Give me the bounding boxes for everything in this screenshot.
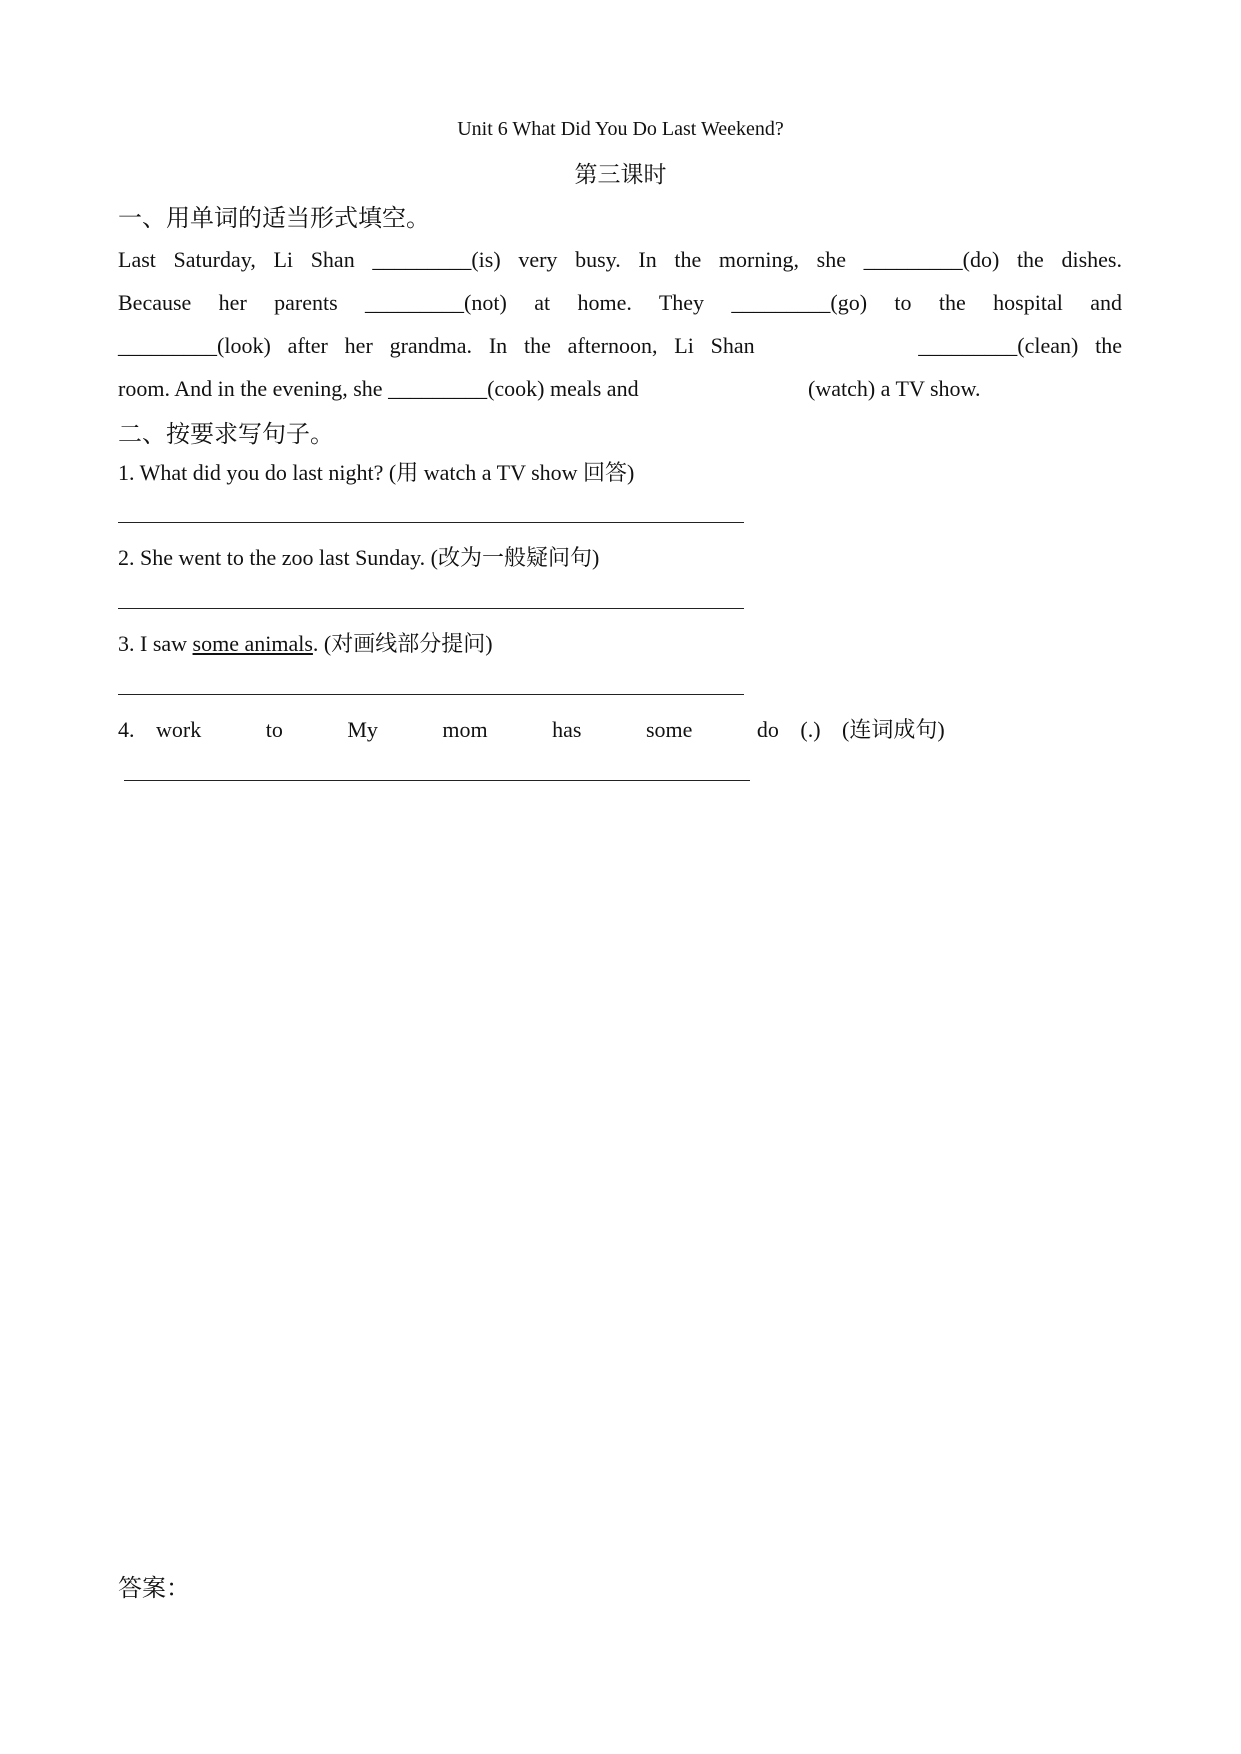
question-4	[118, 716, 945, 745]
question-4-close: )	[937, 717, 945, 742]
question-3	[118, 630, 493, 659]
question-2	[118, 544, 599, 573]
question-4-text: 4. work to My mom has some do (.) (	[118, 717, 850, 742]
fill-blank-line-1: Last Saturday, Li Shan _________(is) very busy. In the morning, she _________(do) the dishes.	[118, 247, 1122, 272]
question-1-instruction-b: 回答	[583, 461, 628, 486]
answer-line-1[interactable]	[118, 522, 744, 523]
question-3-instruction: 对画线部分提问	[331, 632, 486, 657]
fill-blank-line-3	[118, 332, 1122, 360]
fill-blank-line-3-right: _________(clean) the	[918, 333, 1123, 358]
question-3-close: )	[485, 631, 493, 656]
answer-line-4[interactable]	[124, 780, 750, 781]
question-3-underlined-phrase: some animals	[192, 631, 313, 656]
question-2-text: 2. She went to the zoo last Sunday. (	[118, 545, 438, 570]
question-4-instruction: 连词成句	[849, 718, 938, 743]
answer-label: 答案：	[118, 1574, 190, 1602]
section-2-heading: 二、按要求写句子。	[118, 420, 334, 448]
question-1-close: )	[627, 460, 635, 485]
question-1-phrase: watch a TV show	[418, 460, 584, 485]
question-3-text: 3. I saw	[118, 631, 193, 656]
fill-blank-line-3-left: _________(look) after her grandma. In the afternoon, Li Shan	[118, 333, 755, 358]
question-2-instruction: 改为一般疑问句	[437, 546, 592, 571]
question-2-close: )	[591, 545, 600, 570]
lesson-subtitle: 第三课时	[574, 162, 667, 188]
question-1-instruction-a: 用	[396, 461, 419, 486]
fill-blank-line-4-left: room. And in the evening, she _________(cook) meals and	[118, 376, 639, 401]
answer-line-2[interactable]	[118, 608, 744, 609]
question-1	[118, 459, 634, 488]
question-3-post: . (	[312, 631, 332, 656]
question-1-text: 1. What did you do last night? (	[118, 460, 397, 485]
fill-blank-line-2: Because her parents _________(not) at home. They _________(go) to the hospital and	[118, 290, 1122, 315]
fill-blank-line-4-right: (watch) a TV show.	[808, 376, 981, 401]
section-1-heading: 一、用单词的适当形式填空。	[118, 204, 430, 232]
document-title: Unit 6 What Did You Do Last Weekend?	[457, 118, 784, 140]
answer-line-3[interactable]	[118, 694, 744, 695]
